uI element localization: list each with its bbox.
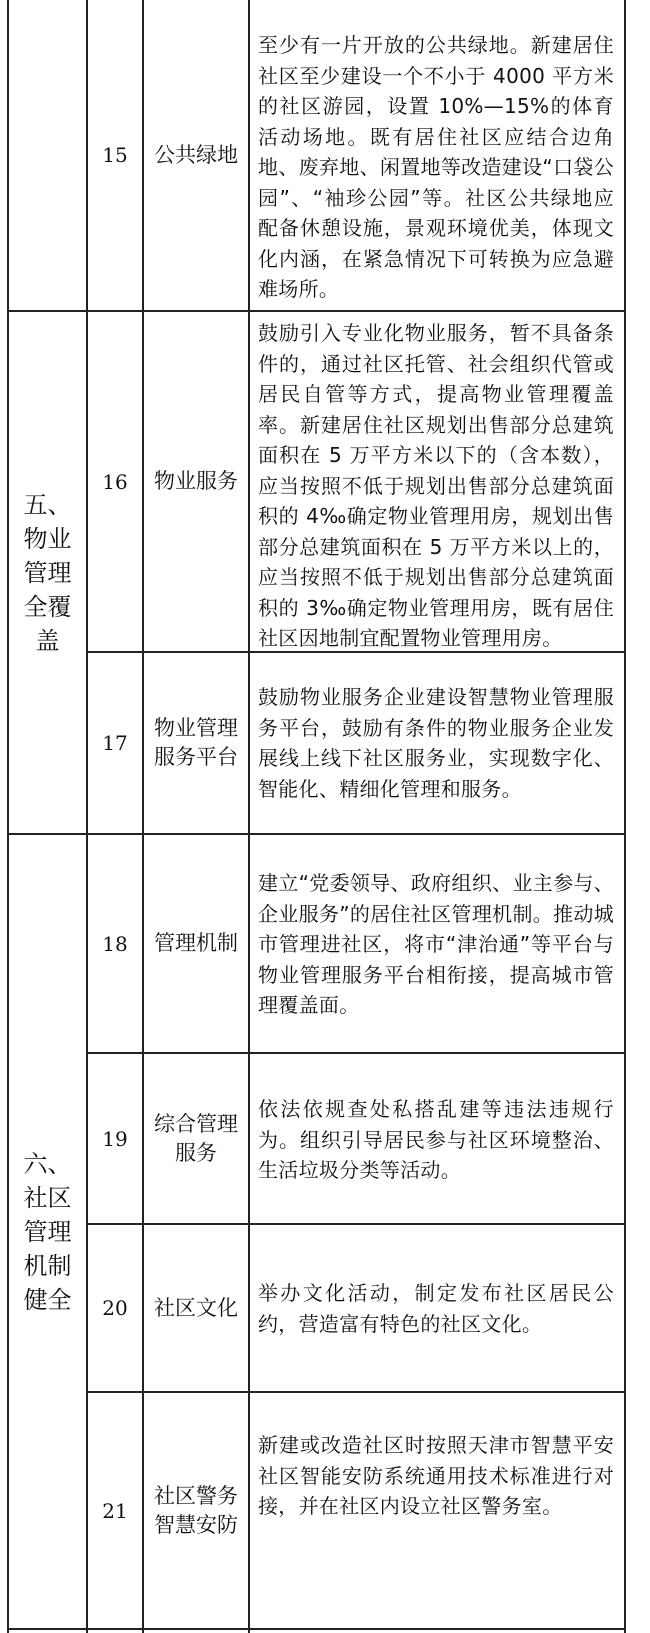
row-number: 17	[102, 731, 128, 755]
category-cell-property-management: 五、物业管理全覆盖	[23, 490, 72, 655]
row-number: 15	[102, 143, 128, 167]
table-border-right	[624, 0, 626, 1633]
item-description: 举办文化活动，制定发布社区居民公约，营造富有特色的社区文化。	[258, 1281, 614, 1336]
row-number: 21	[102, 1498, 128, 1523]
item-name: 综合管理服务	[154, 1111, 238, 1165]
item-description: 鼓励引入专业化物业服务，暂不具备条件的，通过社区托管、社会组织代管或居民自管等方式，提高物业管理覆盖率。新建居住社区规划出售部分总建筑面积在 5 万平方米以下的（含本数），应当按照不低于规划出售部分总建筑面积的 4‰确定物业管理用房，规划出售部分总建筑面积在 5 万平方米以上的，应当按照不低于规划出售部分总建筑面积的 3‰确定物业管理用房，既有居住社区因地制宜配置物业管理用房。	[258, 321, 614, 650]
row-number: 20	[102, 1296, 128, 1320]
row-number: 16	[102, 469, 128, 494]
item-name: 公共绿地	[154, 142, 238, 167]
item-description: 新建或改造社区时按照天津市智慧平安社区智能安防系统通用技术标准进行对接，并在社区内设立社区警务室。	[258, 1433, 614, 1518]
category-cell	[9, 0, 86, 310]
row-number: 18	[102, 931, 128, 956]
item-name: 社区警务智慧安防	[154, 1483, 238, 1537]
item-name: 物业管理服务平台	[154, 716, 238, 769]
item-description: 依法依规查处私搭乱建等违法违规行为。组织引导居民参与社区环境整治、生活垃圾分类等活动。	[258, 1097, 614, 1182]
table-border-bottom	[7, 1628, 626, 1630]
row-number: 19	[102, 1126, 128, 1151]
item-description: 鼓励物业服务企业建设智慧物业管理服务平台，鼓励有条件的物业服务企业发展线上线下社区服务业，实现数字化、智能化、精细化管理和服务。	[258, 685, 614, 801]
item-name: 物业服务	[154, 469, 238, 493]
item-description: 至少有一片开放的公共绿地。新建居住社区至少建设一个不小于 4000 平方米的社区游园，设置 10%—15%的体育活动场地。既有居住社区应结合边角地、废弃地、闲置地等改造建设“口袋公园”、“袖珍公园”等。社区公共绿地应配备休憩设施，景观环境优美，体现文化内涵，在紧急情况下可转换为应急避难场所。	[258, 33, 614, 301]
item-name: 社区文化	[154, 1295, 238, 1320]
category-cell-community-management: 六、社区管理机制健全	[23, 1149, 72, 1314]
item-description: 建立“党委领导、政府组织、业主参与、企业服务”的居住社区管理机制。推动城市管理进社区，将市“津治通”等平台与物业管理服务平台相衔接，提高城市管理覆盖面。	[258, 871, 614, 1017]
item-name: 管理机制	[154, 931, 238, 955]
